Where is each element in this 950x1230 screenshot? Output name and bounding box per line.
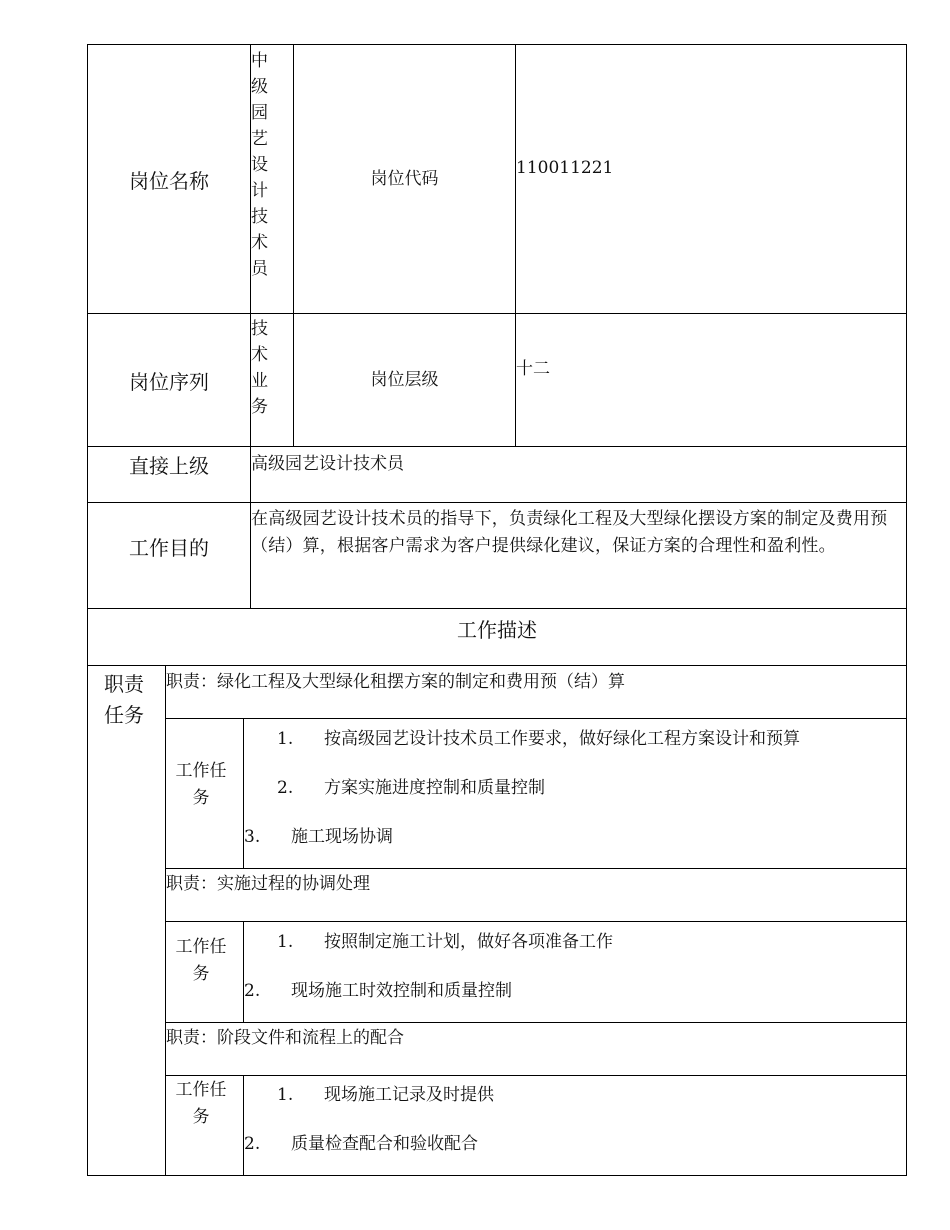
table-border <box>906 44 907 1176</box>
purpose-value: 在高级园艺设计技术员的指导下，负责绿化工程及大型绿化摆设方案的制定及费用预（结）算，根据客户需求为客户提供绿化建议，保证方案的合理性和盈利性。 <box>251 509 888 556</box>
superior-label: 直接上级 <box>129 454 209 478</box>
post-code-value: 110011221 <box>516 158 614 178</box>
purpose-label: 工作目的 <box>129 535 209 560</box>
task-text: 现场施工时效控制和质量控制 <box>291 981 512 1001</box>
post-series-value: 技术业务 <box>251 319 268 417</box>
task-number: 2. <box>244 981 261 1001</box>
row-divider <box>165 1075 907 1076</box>
duty-1-task-2 <box>277 773 545 798</box>
duty-side-label: 职责任务 <box>104 672 144 727</box>
row-divider <box>165 1022 907 1023</box>
post-level-value: 十二 <box>516 359 550 379</box>
row-divider <box>165 921 907 922</box>
task-number: 1. <box>277 932 294 952</box>
task-number: 2. <box>244 1134 261 1154</box>
duty-2-task-label: 工作任务 <box>175 937 227 984</box>
task-text: 方案实施进度控制和质量控制 <box>324 778 545 798</box>
row-divider <box>165 868 907 869</box>
duty-1-task-1 <box>277 724 800 749</box>
section-title: 工作描述 <box>457 617 537 642</box>
duty-1-task-3 <box>244 822 393 847</box>
duty-1-task-label: 工作任务 <box>175 761 227 808</box>
col-divider <box>243 921 244 1023</box>
col-divider <box>515 44 516 447</box>
duty-1-title: 职责：绿化工程及大型绿化租摆方案的制定和费用预（结）算 <box>166 672 625 692</box>
task-text: 质量检查配合和验收配合 <box>291 1134 478 1154</box>
task-number: 1. <box>277 729 294 749</box>
duty-2-task-1 <box>277 927 613 952</box>
row-divider <box>165 718 907 719</box>
superior-value: 高级园艺设计技术员 <box>251 454 404 474</box>
task-text: 按高级园艺设计技术员工作要求，做好绿化工程方案设计和预算 <box>324 729 800 749</box>
task-text: 现场施工记录及时提供 <box>324 1085 494 1105</box>
task-number: 1. <box>277 1085 294 1105</box>
task-number: 2. <box>277 778 294 798</box>
duty-3-task-label: 工作任务 <box>175 1080 227 1127</box>
table-border <box>87 1175 907 1176</box>
duty-3-title: 职责：阶段文件和流程上的配合 <box>166 1028 404 1048</box>
post-series-label: 岗位序列 <box>129 369 209 394</box>
duty-2-task-2 <box>244 976 512 1001</box>
post-name-label: 岗位名称 <box>129 168 209 193</box>
task-number: 3. <box>244 827 261 847</box>
post-level-label: 岗位层级 <box>370 369 439 390</box>
col-divider <box>243 1075 244 1176</box>
post-name-value: 中级园艺设计技术员 <box>251 51 268 279</box>
duty-3-task-1 <box>277 1080 494 1105</box>
task-text: 施工现场协调 <box>291 827 393 847</box>
duty-2-title: 职责：实施过程的协调处理 <box>166 874 370 894</box>
task-text: 按照制定施工计划，做好各项准备工作 <box>324 932 613 952</box>
row-divider <box>87 665 907 666</box>
post-code-label: 岗位代码 <box>370 168 439 189</box>
duty-3-task-2 <box>244 1129 478 1154</box>
